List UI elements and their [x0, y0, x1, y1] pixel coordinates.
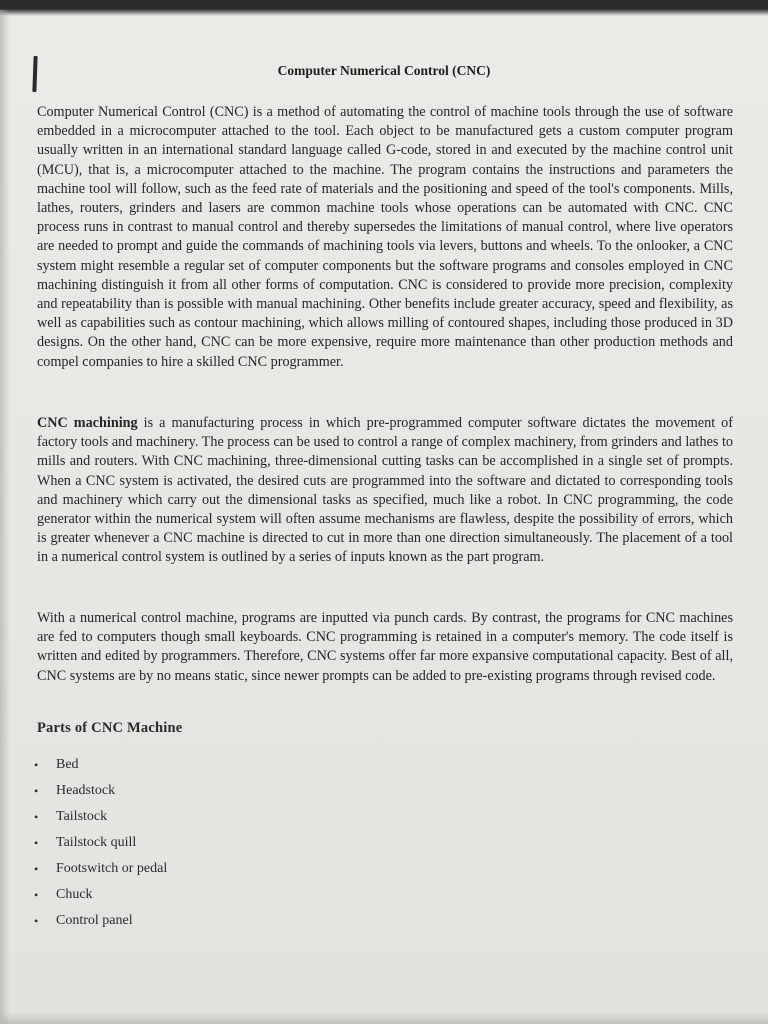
paragraph-cnc-machining-body: is a manufacturing process in which pre-programmed computer software dictates the movement of factory tools and machinery. The process can be used to control a range of complex machinery, from grinders and lathes to mills and routers. With CNC machining, three-dimensional cutting tasks can be accomplished in a single set of prompts. When a CNC system is activated, the desired cuts are programmed into the software and dictated to corresponding tools and machinery which carry out the dimensional tasks as specified, much like a robot. In CNC programming, the code generator within the numerical system will often assume mechanisms are flawless, despite the possibility of errors, which is greater whenever a CNC machine is directed to cut in more than one direction simultaneously. The placement of a tool in a numerical control system is outlined by a series of inputs known as the part program. [37, 415, 733, 566]
paragraph-cnc-machining [37, 414, 733, 568]
bullet-icon: • [34, 784, 39, 798]
parts-list [34, 756, 167, 938]
bullet-icon: • [34, 836, 39, 850]
part-label: Bed [56, 757, 79, 772]
part-label: Tailstock quill [56, 835, 137, 850]
list-item [34, 886, 167, 912]
page-left-edge [0, 10, 10, 1024]
list-item [34, 756, 167, 782]
part-label: Footswitch or pedal [56, 861, 168, 876]
list-item [34, 808, 167, 834]
bullet-icon: • [34, 888, 39, 902]
part-label: Headstock [56, 783, 116, 798]
list-item [34, 782, 167, 808]
page-bottom-edge [0, 1012, 768, 1024]
part-label: Control panel [56, 913, 133, 928]
paragraph-nc-vs-cnc: With a numerical control machine, programs are inputted via punch cards. By contrast, the programs for CNC machines are fed to computers though small keyboards. CNC programming is retained in a computer's memory. The code itself is written and edited by programmers. Therefore, CNC systems offer far more expansive computational capacity. Best of all, CNC systems are by no means static, since newer prompts can be added to pre-existing programs through revised code. [37, 610, 733, 684]
bullet-icon: • [34, 810, 39, 824]
parts-heading: Parts of CNC Machine [37, 720, 183, 736]
cnc-machining-term: CNC machining [37, 415, 138, 431]
bullet-icon: • [34, 862, 39, 876]
paragraph-intro: Computer Numerical Control (CNC) is a method of automating the control of machine tools through the use of software embedded in a microcomputer attached to the tool. Each object to be manufactured gets a custom computer program usually written in an international standard language called G-code, stored in and executed by the machine control unit (MCU), that is, a microcomputer attached to the machine. The program contains the instructions and parameters the machine tool will follow, such as the feed rate of materials and the positioning and speed of the tool's components. Mills, lathes, routers, grinders and lasers are common machine tools whose operations can be automated with CNC. CNC process runs in contrast to manual control and thereby supersedes the limitations of manual control, where live operators are needed to prompt and guide the commands of machining tools via levers, buttons and wheels. To the onlooker, a CNC system might resemble a regular set of computer components but the software programs and consoles employed in CNC machining distinguish it from all other forms of computation. CNC is considered to provide more precision, complexity and repeatability than is possible with manual machining. Other benefits include greater accuracy, speed and flexibility, as well as capabilities such as contour machining, which allows milling of contoured shapes, including those produced in 3D designs. On the other hand, CNC can be more expensive, require more maintenance than other production methods and compel companies to hire a skilled CNC programmer. [37, 104, 733, 370]
bullet-icon: • [34, 914, 39, 928]
list-item [34, 834, 167, 860]
list-item [34, 860, 167, 886]
list-item [34, 912, 167, 938]
page-top-shadow [0, 0, 768, 16]
document-title: Computer Numerical Control (CNC) [277, 63, 491, 78]
part-label: Tailstock [56, 809, 108, 824]
bullet-icon: • [34, 758, 39, 772]
part-label: Chuck [56, 887, 93, 902]
